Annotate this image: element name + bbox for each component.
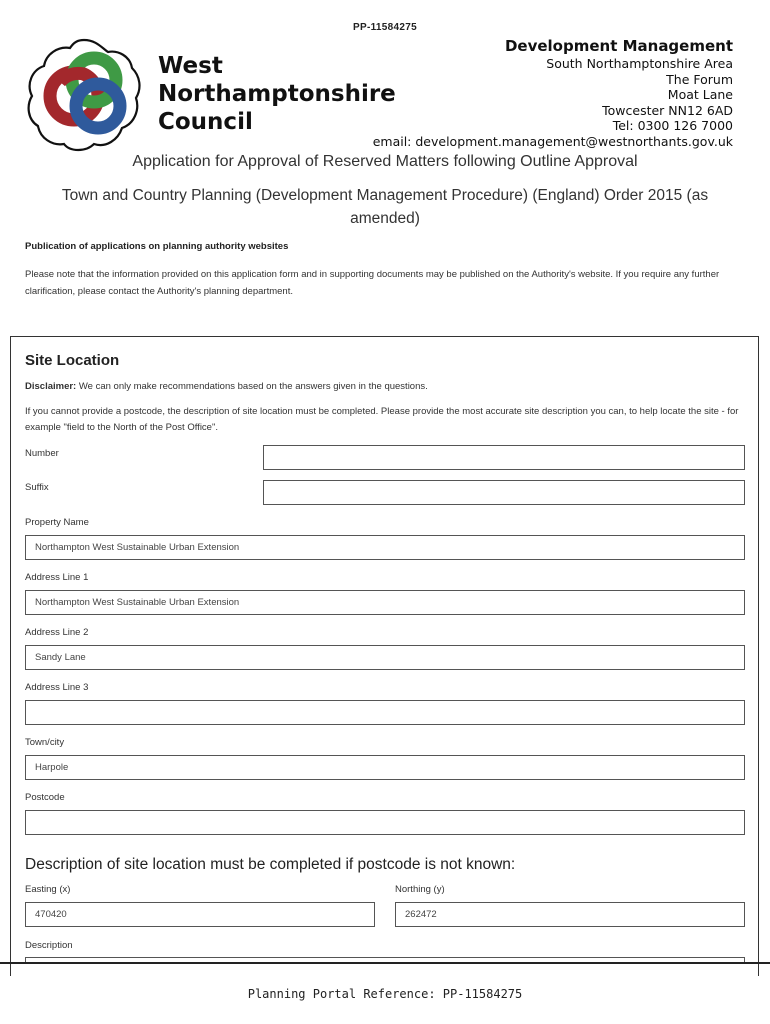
- office-street: Moat Lane: [667, 87, 733, 102]
- disclaimer: [25, 381, 428, 392]
- form-title: Application for Approval of Reserved Matters following Outline Approval: [132, 153, 638, 170]
- disclaimer-label: Disclaimer:: [25, 381, 77, 392]
- planning-portal-reference: Planning Portal Reference: PP-11584275: [247, 987, 523, 1001]
- council-name-line-2: Northamptonshire: [158, 81, 396, 107]
- address-line-3-label: Address Line 3: [25, 682, 89, 693]
- publication-text: Please note that the information provided on this application form and in supporting documents may be published on the Authority's website. If you require any further clarification, please contact the Authority's planning department.: [25, 269, 720, 297]
- northing-label: Northing (y): [395, 884, 445, 895]
- address-line-1-field[interactable]: Northampton West Sustainable Urban Extension: [25, 590, 745, 615]
- publication-heading: Publication of applications on planning authority websites: [25, 241, 289, 252]
- description-section-heading: Description of site location must be completed if postcode is not known:: [25, 856, 516, 873]
- property-name-label: Property Name: [25, 517, 89, 528]
- page-break-line: [0, 962, 770, 964]
- postcode-note: If you cannot provide a postcode, the description of site location must be completed. Please provide the most accurate site description you can, to help locate the site - for example "field to the North of the Post Office".: [25, 406, 739, 433]
- office-area: South Northamptonshire Area: [546, 56, 733, 71]
- postcode-field[interactable]: [25, 810, 745, 835]
- office-tel: Tel: 0300 126 7000: [612, 118, 733, 133]
- easting-label: Easting (x): [25, 884, 71, 895]
- address-line-3-field[interactable]: [25, 700, 745, 725]
- address-line-1-label: Address Line 1: [25, 572, 89, 583]
- council-name-line-3: Council: [158, 109, 253, 135]
- number-label: Number: [25, 448, 59, 459]
- town-city-label: Town/city: [25, 737, 65, 748]
- disclaimer-text: We can only make recommendations based on the answers given in the questions.: [76, 381, 428, 392]
- description-label: Description: [25, 940, 73, 951]
- northing-field[interactable]: 262472: [395, 902, 745, 927]
- office-town: Towcester NN12 6AD: [602, 102, 733, 118]
- office-building: The Forum: [666, 71, 733, 87]
- reference-number-top: PP-11584275: [353, 22, 417, 33]
- address-line-2-field[interactable]: Sandy Lane: [25, 645, 745, 670]
- property-name-field[interactable]: Northampton West Sustainable Urban Extension: [25, 535, 745, 560]
- postcode-label: Postcode: [25, 792, 65, 803]
- council-name: [158, 52, 396, 136]
- address-line-2-label: Address Line 2: [25, 627, 89, 638]
- town-city-field[interactable]: Harpole: [25, 755, 745, 780]
- easting-field[interactable]: 470420: [25, 902, 375, 927]
- number-field[interactable]: [263, 445, 745, 470]
- council-logo: [24, 36, 144, 154]
- suffix-field[interactable]: [263, 480, 745, 505]
- office-title: Development Management: [504, 37, 733, 55]
- office-email[interactable]: email: development.management@westnorthants.gov.uk: [372, 133, 733, 149]
- office-address-block: [373, 36, 733, 149]
- site-location-heading: Site Location: [25, 352, 120, 369]
- suffix-label: Suffix: [25, 482, 49, 493]
- legislation-order: Town and Country Planning (Development Management Procedure) (England) Order 2015 (as amended): [61, 187, 709, 227]
- council-name-line-1: West: [158, 53, 223, 79]
